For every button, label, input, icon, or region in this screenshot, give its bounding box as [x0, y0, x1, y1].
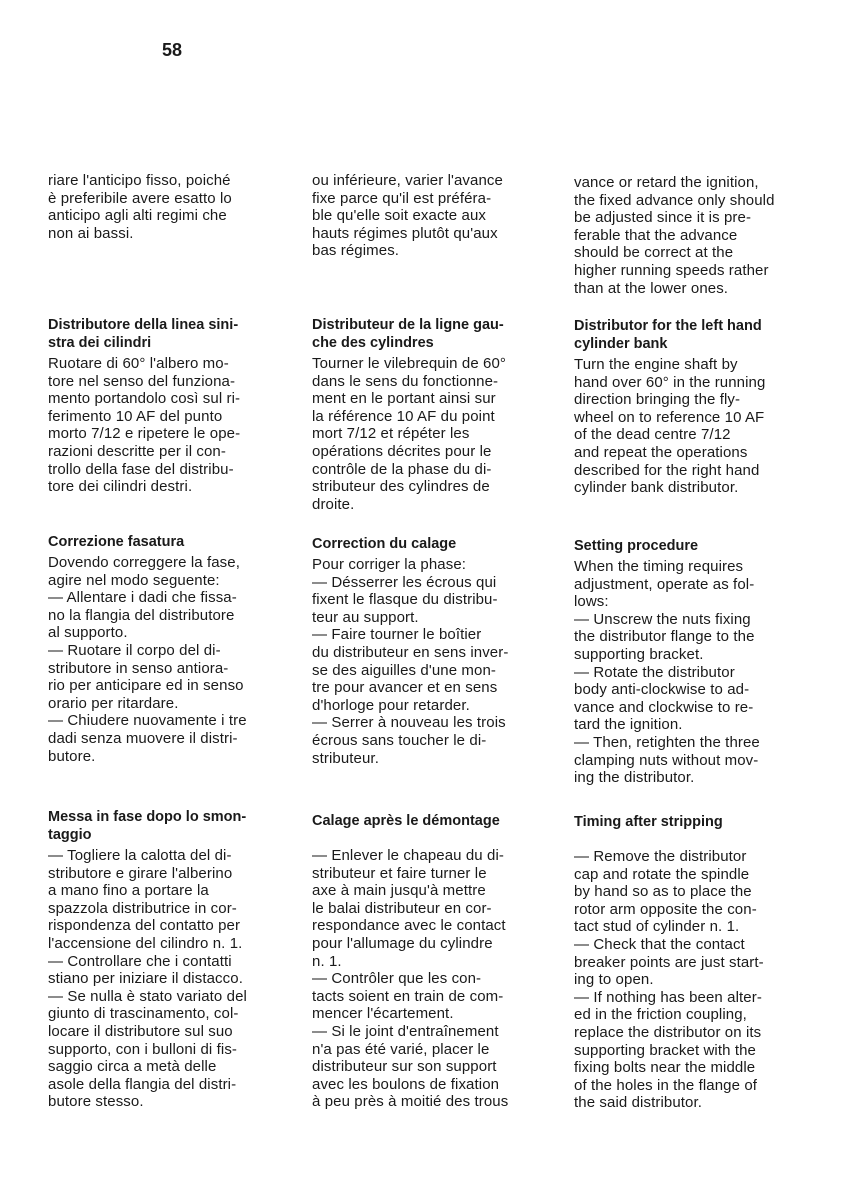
section-text: Tourner le vilebrequin de 60° dans le sens du fonctionne- ment en le portant ainsi sur la référence 10 AF du point mort 7/12 et répéter les opérations décrites pour le contrôle de la phase du di- stributeur des cylindres de droite.: [312, 355, 507, 513]
section-setting-procedure: [312, 535, 552, 767]
section-heading: Messa in fase dopo lo smon- taggio: [48, 809, 247, 843]
section-heading: Correzione fasatura: [48, 534, 185, 550]
section-text: When the timing requires adjustment, operate as fol- lows: — Unscrew the nuts fixing the distributor flange to the supporting bracket. — Rotate the distributor body anti-clockwise to ad- vance and clockwise to re- tard the ignition. — Then, retighten the three clamping nuts without mov- ing the distributor.: [574, 558, 760, 787]
intro-paragraph: [574, 174, 814, 297]
intro-paragraph: [312, 172, 552, 260]
intro-paragraph: [48, 172, 288, 242]
section-text: Ruotare di 60° l'albero mo- tore nel senso del funziona- mento portandolo così sul ri- ferimento 10 AF del punto morto 7/12 e ripetere le ope- razioni descritte per il con- trollo della fase del distribu- tore dei cilindri destri.: [48, 355, 241, 496]
section-heading: Timing after stripping: [574, 814, 723, 830]
section-text: — Togliere la calotta del di- stributore e girare l'alberino a mano fino a portare la spazzola distributrice in cor- rispondenza del contatto per l'accensione del cilindro n. 1. — Controllare che i contatti stiano per iniziare il distacco. — Se nulla è stato variato del giunto di trascinamento, col- locare il distributore sul suo supporto, con i bulloni di fis- saggio circa a metà delle asole della flangia del distri- butore stesso.: [48, 847, 247, 1111]
section-heading: Distributeur de la ligne gau- che des cylindres: [312, 317, 504, 351]
section-text: Pour corriger la phase: — Désserrer les écrous qui fixent le flasque du distribu- teur au support. — Faire tourner le boîtier du distributeur en sens inver- se des aiguilles d'une mon- tre pour avancer et en sens d'horloge pour retarder. — Serrer à nouveau les trois écrous sans toucher le di- stributeur.: [312, 556, 509, 767]
section-left-bank: [312, 316, 552, 513]
section-heading: Correction du calage: [312, 536, 457, 552]
section-heading: Distributore della linea sini- stra dei cilindri: [48, 317, 239, 351]
section-setting-procedure: [574, 537, 814, 787]
section-heading: Setting procedure: [574, 538, 699, 554]
section-left-bank: [574, 317, 814, 497]
intro-text: ou inférieure, varier l'avance fixe parce qu'il est préféra- ble qu'elle soit exacte aux hauts régimes plutôt qu'aux bas régimes.: [312, 172, 503, 260]
section-heading: Distributor for the left hand cylinder bank: [574, 318, 762, 352]
page-number: 58: [162, 40, 183, 60]
section-timing-after-stripping: [48, 808, 288, 1111]
section-text: Dovendo correggere la fase, agire nel modo seguente: — Allentare i dadi che fissa- no la flangia del distributore al supporto. — Ruotare il corpo del di- stributore in senso antiora- rio per anticipare ed in senso orario per ritardare. — Chiudere nuovamente i tre dadi senza muovere il distri- butore.: [48, 554, 247, 765]
intro-text: vance or retard the ignition, the fixed advance only should be adjusted since it is pre- ferable that the advance should be correct at the higher running speeds rather than at the lower ones.: [574, 174, 775, 297]
section-text: — Enlever le chapeau du di- stributeur et faire turner le axe à main jusqu'à mettre le balai distributeur en cor- respondance avec le contact pour l'allumage du cylindre n. 1. — Contrôler que les con- tacts soient en train de com- mencer l'écartement. — Si le joint d'entraînement n'a pas été varié, placer le distributeur sur son support avec les boulons de fixation à peu près à moitié des trous: [312, 847, 509, 1111]
section-text: Turn the engine shaft by hand over 60° in the running direction bringing the fly- wheel on to reference 10 AF of the dead centre 7/12 and repeat the operations described for the right hand cylinder bank distributor.: [574, 356, 766, 497]
section-heading: Calage après le démontage: [312, 813, 500, 829]
section-timing-after-stripping: [312, 812, 552, 1111]
section-text: — Remove the distributor cap and rotate the spindle by hand so as to place the rotor arm opposite the con- tact stud of cylinder n. 1. — Check that the contact breaker points are just start- ing to open. — If nothing has been alter- ed in the friction coupling, replace the distributor on its supporting bracket with the fixing bolts near the middle of the holes in the flange of the said distributor.: [574, 848, 764, 1112]
section-timing-after-stripping: [574, 813, 814, 1112]
section-left-bank: [48, 316, 288, 496]
intro-text: riare l'anticipo fisso, poiché è preferibile avere esatto lo anticipo agli alti regimi che non ai bassi.: [48, 172, 232, 242]
section-setting-procedure: [48, 533, 288, 765]
